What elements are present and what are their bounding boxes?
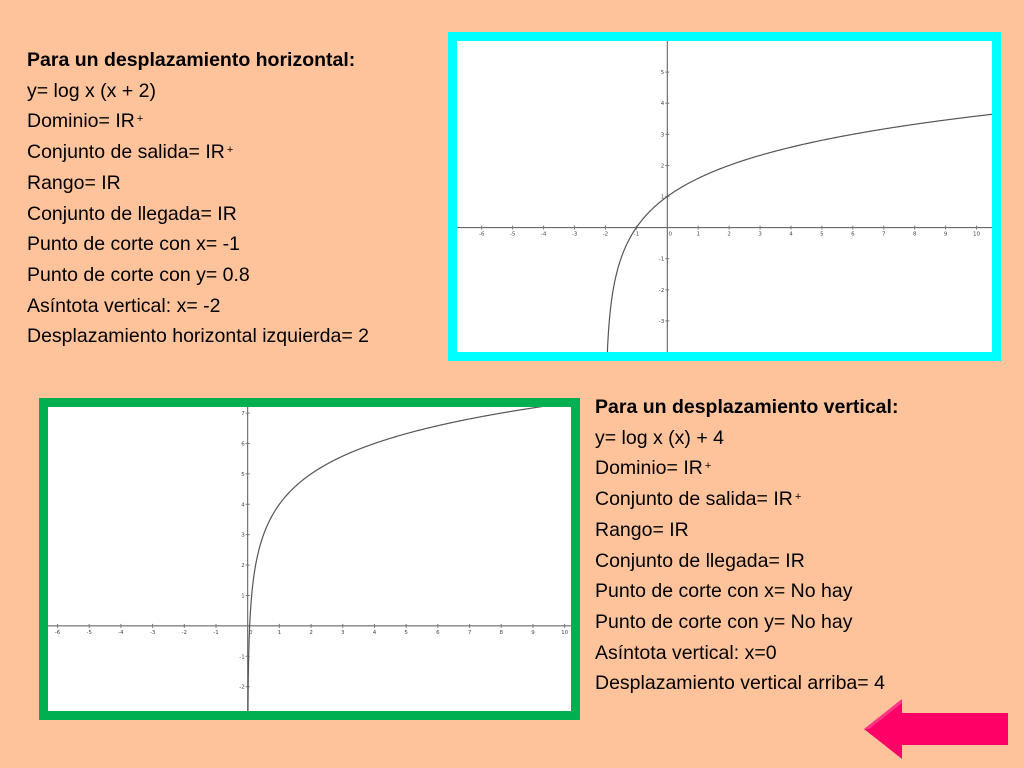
graph1-y-tick-label: 4 [660,101,665,108]
horizontal-conjunto-salida-sup: + [226,144,234,157]
vertical-equation: y= log x (x) + 4 [595,426,724,449]
graph2-x-tick-label: 7 [467,629,472,636]
vertical-dominio [595,453,898,484]
graph1-x-tick-label: 2 [727,231,731,238]
graph2-x-tick-label: 4 [372,629,377,636]
graph1-x-tick-label: 3 [758,231,762,238]
graph2-x-tick-label: -1 [213,629,219,636]
graph2-x-tick-label: -6 [54,629,61,636]
horizontal-dominio-text: Dominio= IR [27,110,135,133]
graph1-x-tick-label: 5 [820,231,824,238]
back-arrow-button[interactable] [864,699,1008,759]
horizontal-conjunto-llegada: Conjunto de llegada= IR [27,202,237,225]
horizontal-corte-x: Punto de corte con x= -1 [27,233,241,256]
graph1-x-tick-label: 9 [943,231,948,238]
graph1-y-tick-label: 1 [660,194,665,201]
graph1-x-tick-label: -5 [509,231,516,238]
graph2-x-tick-label: 9 [531,629,535,636]
vertical-shift-text [595,392,898,699]
graph2-y-tick-label: 4 [241,502,245,509]
arrow-left-icon [864,699,1008,759]
graph2-y-tick-label: 2 [241,563,245,570]
horizontal-conjunto-salida-text: Conjunto de salida= IR [27,141,225,164]
graph2-y-tick-label: -2 [239,684,245,691]
vertical-conjunto-llegada: Conjunto de llegada= IR [595,549,805,572]
graph1-x-tick-label: 1 [696,231,700,238]
vertical-dominio-sup: + [704,460,712,473]
graph1-x-tick-label: -3 [571,231,578,238]
horizontal-equation: y= log x (x + 2) [27,79,156,102]
vertical-desplazamiento: Desplazamiento vertical arriba= 4 [595,672,885,695]
vertical-conjunto-salida [595,484,898,515]
graph1-x-tick-label: -4 [540,231,547,238]
graph1-y-tick-label: -3 [658,318,665,325]
graph1-y-tick-label: -2 [658,287,665,294]
graph1-x-tick-label: 4 [789,231,793,238]
graph2-y-tick-label: 3 [241,532,245,539]
graph2-x-tick-label: 0 [248,629,253,636]
horizontal-conjunto-salida [27,137,369,168]
graph2-x-tick-label: 10 [561,629,569,636]
graph1-x-tick-label: -6 [478,231,485,238]
horizontal-dominio-sup: + [136,113,144,126]
graph2-x-tick-label: -5 [86,629,92,636]
graph2-x-tick-label: 1 [277,629,282,636]
vertical-shift-plot [48,407,571,711]
graph1-y-tick-label: -1 [658,256,665,263]
vertical-corte-x: Punto de corte con x= No hay [595,580,853,603]
graph2-x-tick-label: 8 [499,629,504,636]
graph1-y-tick-label: 5 [660,70,665,77]
graph1-x-tick-label: 6 [851,231,855,238]
graph2-y-tick-label: 1 [241,593,245,600]
graph2-x-tick-label: -2 [181,629,188,636]
graph1-x-tick-label: -1 [633,231,640,238]
vertical-dominio-text: Dominio= IR [595,457,703,480]
horizontal-shift-title: Para un desplazamiento horizontal: [27,49,356,71]
vertical-conjunto-salida-sup: + [794,491,802,504]
vertical-shift-graph [39,398,580,720]
horizontal-rango: Rango= IR [27,171,121,194]
graph2-x-tick-label: -4 [118,629,124,636]
horizontal-asintota: Asíntota vertical: x= -2 [27,294,221,317]
graph2-x-tick-label: -3 [149,629,156,636]
graph1-x-tick-label: 8 [912,231,917,238]
graph2-y-tick-label: 6 [241,441,245,448]
vertical-asintota: Asíntota vertical: x=0 [595,641,777,664]
graph1-x-tick-label: -2 [602,231,609,238]
vertical-corte-y: Punto de corte con y= No hay [595,610,853,633]
graph2-y-tick-label: 5 [241,471,245,478]
vertical-conjunto-salida-text: Conjunto de salida= IR [595,488,793,511]
graph1-x-tick-label: 0 [668,231,673,238]
horizontal-dominio [27,106,369,137]
graph2-x-tick-label: 3 [341,629,345,636]
graph2-x-tick-label: 6 [436,629,440,636]
vertical-shift-title: Para un desplazamiento vertical: [595,396,899,418]
graph1-curve [607,114,992,352]
graph1-x-tick-label: 7 [882,231,886,238]
horizontal-shift-plot [457,41,992,352]
graph2-y-tick-label: 7 [241,411,245,418]
horizontal-shift-text [27,45,369,352]
graph2-x-tick-label: 5 [404,629,408,636]
graph2-curve [248,407,571,711]
graph1-y-tick-label: 2 [660,163,665,170]
horizontal-corte-y: Punto de corte con y= 0.8 [27,263,250,286]
graph2-x-tick-label: 2 [309,629,313,636]
graph1-y-tick-label: 3 [660,132,665,139]
horizontal-desplazamiento: Desplazamiento horizontal izquierda= 2 [27,325,369,348]
graph1-x-tick-label: 10 [973,231,981,238]
graph2-y-tick-label: -1 [239,654,245,661]
vertical-rango: Rango= IR [595,518,689,541]
horizontal-shift-graph [448,32,1001,361]
